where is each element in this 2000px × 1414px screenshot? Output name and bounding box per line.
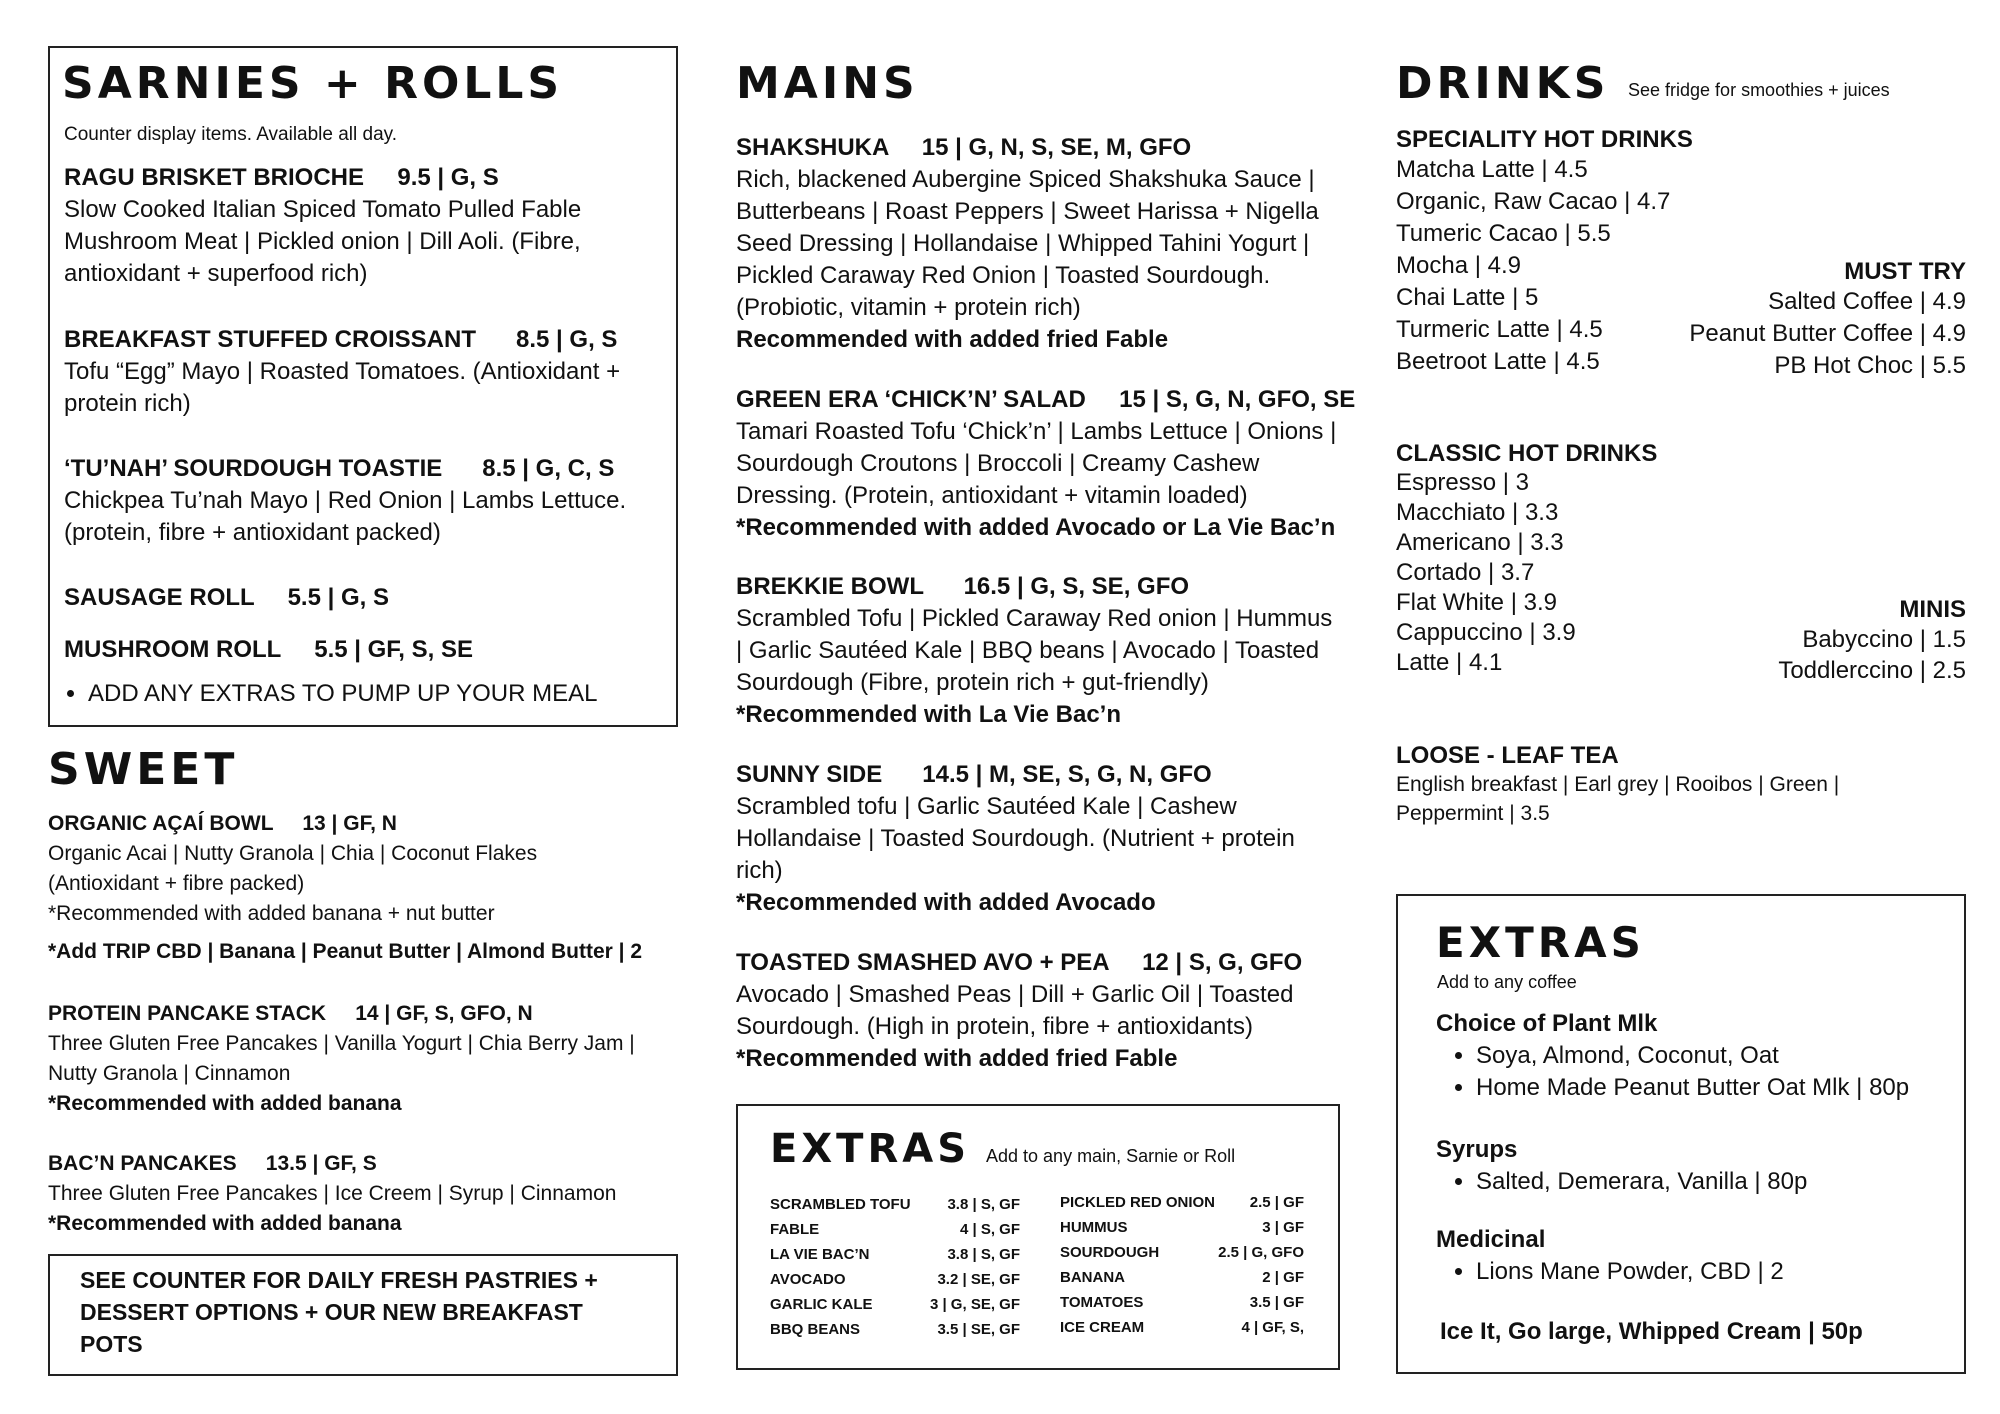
extra-name: SOURDOUGH [1060, 1244, 1160, 1261]
item-title: BREKKIE BOWL 16.5 | G, S, SE, GFO [736, 573, 1190, 600]
must-try-heading: MUST TRY [1844, 258, 1966, 285]
item-title: ORGANIC AÇAÍ BOWL 13 | GF, N [48, 812, 397, 835]
item-desc: Seed Dressing | Hollandaise | Whipped Tahini Yogurt | [736, 230, 1310, 257]
item-desc: Scrambled tofu | Garlic Sautéed Kale | Cashew [736, 793, 1237, 820]
speciality-heading: SPECIALITY HOT DRINKS [1396, 126, 1693, 153]
sarnies-item [64, 584, 389, 612]
plant-milk-heading: Choice of Plant Mlk [1436, 1010, 1658, 1037]
notice-line: DESSERT OPTIONS + OUR NEW BREAKFAST [80, 1299, 583, 1325]
sarnies-title: SARNIES + ROLLS [62, 58, 564, 109]
extra-row [770, 1292, 1020, 1317]
sarnies-item [64, 636, 473, 664]
extra-name: HUMMUS [1060, 1219, 1128, 1236]
drinks-extras-subtitle: Add to any coffee [1437, 972, 1577, 992]
extra-name: TOMATOES [1060, 1294, 1144, 1311]
item-desc: rich) [736, 857, 783, 884]
mains-item [736, 134, 1356, 356]
extra-name: FABLE [770, 1221, 820, 1238]
sarnies-item [64, 455, 664, 549]
plant-milk-list [1436, 1040, 1946, 1104]
sarnies-bullet-list [46, 678, 598, 710]
extra-price: 3.8 | S, GF [947, 1246, 1020, 1263]
extra-row [770, 1242, 1020, 1267]
drink-item: Cappuccino | 3.9 [1396, 619, 1576, 646]
item-desc: Hollandaise | Toasted Sourdough. (Nutrient + protein [736, 825, 1295, 852]
item-desc: Rich, blackened Aubergine Spiced Shakshuka Sauce | [736, 166, 1315, 193]
drink-item: Mocha | 4.9 [1396, 252, 1521, 279]
classic-drinks [1396, 440, 1716, 678]
extra-row [770, 1217, 1020, 1242]
mains-item [736, 949, 1356, 1075]
extra-name: BBQ BEANS [770, 1321, 861, 1338]
pastries-notice [80, 1264, 598, 1360]
sweet-item [48, 1002, 688, 1119]
plant-milk-section [1436, 1010, 1946, 1104]
drink-item: Organic, Raw Cacao | 4.7 [1396, 188, 1671, 215]
sarnies-item [64, 326, 664, 420]
extra-row [1060, 1215, 1304, 1240]
drinks-extras-footer: Ice It, Go large, Whipped Cream | 50p [1440, 1318, 1863, 1345]
mains-title: MAINS [736, 58, 919, 109]
item-desc: Tofu “Egg” Mayo | Roasted Tomatoes. (Antioxidant + [64, 358, 621, 385]
drink-item: Americano | 3.3 [1396, 529, 1564, 556]
extra-price: 3.5 | SE, GF [937, 1321, 1020, 1338]
drink-item: Flat White | 3.9 [1396, 589, 1557, 616]
extra-price: 2.5 | G, GFO [1218, 1244, 1304, 1261]
extra-row [770, 1317, 1020, 1342]
drink-item: Beetroot Latte | 4.5 [1396, 348, 1600, 375]
item-desc: (Antioxidant + fibre packed) [48, 872, 305, 895]
drink-item: Turmeric Latte | 4.5 [1396, 316, 1603, 343]
extra-price: 4 | S, GF [959, 1221, 1020, 1238]
tea-line: Peppermint | 3.5 [1396, 802, 1550, 825]
extra-row [1060, 1290, 1304, 1315]
medicinal-section [1436, 1226, 1946, 1288]
extra-name: SCRAMBLED TOFU [770, 1196, 911, 1213]
syrups-section [1436, 1136, 1946, 1198]
extra-price: 2 | GF [1262, 1269, 1304, 1286]
item-desc: Slow Cooked Italian Spiced Tomato Pulled Fable [64, 196, 582, 223]
item-desc: Avocado | Smashed Peas | Dill + Garlic Oil | Toasted [736, 981, 1294, 1008]
extra-price: 2.5 | GF [1249, 1194, 1304, 1211]
sarnies-bullet: • ADD ANY EXTRAS TO PUMP UP YOUR MEAL [88, 678, 598, 710]
sarnies-subtitle: Counter display items. Available all day. [64, 124, 398, 145]
extra-name: ICE CREAM [1060, 1319, 1145, 1336]
sweet-title: SWEET [48, 744, 239, 795]
mains-extras-right-list [1060, 1190, 1304, 1340]
item-rec: *Recommended with La Vie Bac’n [736, 701, 1121, 728]
item-title: SAUSAGE ROLL 5.5 | G, S [64, 584, 390, 611]
mains-item [736, 761, 1356, 919]
notice-line: POTS [80, 1331, 143, 1357]
extra-price: 4 | GF, S, [1241, 1319, 1304, 1336]
item-desc: Chickpea Tu’nah Mayo | Red Onion | Lambs Lettuce. [64, 487, 627, 514]
syrups-list [1436, 1166, 1946, 1198]
notice-line: SEE COUNTER FOR DAILY FRESH PASTRIES + [80, 1267, 598, 1293]
item-desc: Tamari Roasted Tofu ‘Chick’n’ | Lambs Lettuce | Onions | [736, 418, 1337, 445]
item-rec: *Add TRIP CBD | Banana | Peanut Butter | Almond Butter | 2 [48, 940, 643, 963]
drinks-subtitle: See fridge for smoothies + juices [1628, 80, 1890, 100]
item-title: TOASTED SMASHED AVO + PEA 12 | S, G, GFO [736, 949, 1303, 976]
item-title: PROTEIN PANCAKE STACK 14 | GF, S, GFO, N [48, 1002, 533, 1025]
item-rec: Recommended with added fried Fable [736, 326, 1169, 353]
medicinal-option: • Lions Mane Powder, CBD | 2 [1476, 1256, 1946, 1288]
item-desc: protein rich) [64, 390, 191, 417]
syrup-option: • Salted, Demerara, Vanilla | 80p [1476, 1166, 1946, 1198]
item-desc: Organic Acai | Nutty Granola | Chia | Coconut Flakes [48, 842, 538, 865]
item-rec: *Recommended with added banana [48, 1092, 402, 1115]
mains-extras-title: EXTRAS [770, 1126, 971, 1172]
drink-item: Peanut Butter Coffee | 4.9 [1689, 320, 1966, 347]
item-rec: *Recommended with added Avocado [736, 889, 1156, 916]
mains-extras-subtitle: Add to any main, Sarnie or Roll [986, 1146, 1236, 1166]
extra-row [1060, 1190, 1304, 1215]
drink-item: Chai Latte | 5 [1396, 284, 1539, 311]
item-desc: (protein, fibre + antioxidant packed) [64, 519, 441, 546]
plant-milk-option: • Soya, Almond, Coconut, Oat [1476, 1040, 1946, 1072]
extra-row [1060, 1315, 1304, 1340]
medicinal-heading: Medicinal [1436, 1226, 1546, 1253]
extra-name: GARLIC KALE [770, 1296, 873, 1313]
item-rec: *Recommended with added Avocado or La Vie Bac’n [736, 514, 1336, 541]
drink-item: Macchiato | 3.3 [1396, 499, 1559, 526]
item-title: BREAKFAST STUFFED CROISSANT 8.5 | G, S [64, 326, 618, 353]
sweet-item [48, 812, 688, 967]
item-desc: Nutty Granola | Cinnamon [48, 1062, 291, 1085]
sarnies-item [64, 164, 664, 290]
tea-line: English breakfast | Earl grey | Rooibos | Green | [1396, 773, 1840, 796]
item-title: RAGU BRISKET BRIOCHE 9.5 | G, S [64, 164, 499, 191]
mains-extras-left-list [770, 1192, 1020, 1342]
tea-heading: LOOSE - LEAF TEA [1396, 742, 1619, 769]
mains-item [736, 386, 1356, 544]
extra-price: 3.2 | SE, GF [937, 1271, 1020, 1288]
extra-row [1060, 1240, 1304, 1265]
item-desc: Three Gluten Free Pancakes | Ice Creem | Syrup | Cinnamon [48, 1182, 617, 1205]
item-desc: Butterbeans | Roast Peppers | Sweet Harissa + Nigella [736, 198, 1319, 225]
item-title: MUSHROOM ROLL 5.5 | GF, S, SE [64, 636, 473, 663]
item-desc: Mushroom Meat | Pickled onion | Dill Aoli. (Fibre, [64, 228, 581, 255]
extra-price: 3.8 | S, GF [947, 1196, 1020, 1213]
drinks-title: DRINKS [1396, 58, 1610, 109]
plant-milk-option: • Home Made Peanut Butter Oat Mlk | 80p [1476, 1072, 1946, 1104]
item-desc: | Garlic Sautéed Kale | BBQ beans | Avocado | Toasted [736, 637, 1320, 664]
extra-row [1060, 1265, 1304, 1290]
drinks-extras-title: EXTRAS [1436, 918, 1645, 967]
minis-heading: MINIS [1899, 596, 1966, 623]
item-desc: Sourdough (Fibre, protein rich + gut-friendly) [736, 669, 1209, 696]
item-desc: Dressing. (Protein, antioxidant + vitamin loaded) [736, 482, 1248, 509]
item-title: SUNNY SIDE 14.5 | M, SE, S, G, N, GFO [736, 761, 1212, 788]
extra-name: BANANA [1060, 1269, 1125, 1286]
item-desc: Pickled Caraway Red Onion | Toasted Sourdough. [736, 262, 1271, 289]
drink-item: Salted Coffee | 4.9 [1768, 288, 1966, 315]
item-title: SHAKSHUKA 15 | G, N, S, SE, M, GFO [736, 134, 1192, 161]
minis-drinks [1700, 596, 1966, 686]
drink-item: PB Hot Choc | 5.5 [1774, 352, 1966, 379]
item-rec: *Recommended with added fried Fable [736, 1045, 1178, 1072]
drink-item: Cortado | 3.7 [1396, 559, 1535, 586]
extra-row [770, 1192, 1020, 1217]
item-desc: Sourdough Croutons | Broccoli | Creamy Cashew [736, 450, 1260, 477]
item-desc: Sourdough. (High in protein, fibre + antioxidants) [736, 1013, 1253, 1040]
item-desc: (Probiotic, vitamin + protein rich) [736, 294, 1081, 321]
extra-price: 3.5 | GF [1249, 1294, 1304, 1311]
item-title: BAC’N PANCAKES 13.5 | GF, S [48, 1152, 377, 1175]
tea-section [1396, 742, 1916, 828]
item-title: ‘TU’NAH’ SOURDOUGH TOASTIE 8.5 | G, C, S [64, 455, 615, 482]
classic-heading: CLASSIC HOT DRINKS [1396, 440, 1658, 467]
extra-row [770, 1267, 1020, 1292]
sweet-item [48, 1152, 688, 1239]
drink-item: Espresso | 3 [1396, 469, 1529, 496]
mains-item [736, 573, 1356, 731]
drink-item: Matcha Latte | 4.5 [1396, 156, 1588, 183]
drink-item: Toddlerccino | 2.5 [1778, 657, 1966, 684]
item-desc: *Recommended with added banana + nut butter [48, 902, 495, 925]
syrups-heading: Syrups [1436, 1136, 1518, 1163]
item-desc: antioxidant + superfood rich) [64, 260, 368, 287]
drink-item: Latte | 4.1 [1396, 649, 1503, 676]
medicinal-list [1436, 1256, 1946, 1288]
item-desc: Three Gluten Free Pancakes | Vanilla Yogurt | Chia Berry Jam | [48, 1032, 635, 1055]
item-title: GREEN ERA ‘CHICK’N’ SALAD 15 | S, G, N, GFO, SE [736, 386, 1356, 413]
item-rec: *Recommended with added banana [48, 1212, 402, 1235]
drink-item: Babyccino | 1.5 [1802, 626, 1966, 653]
must-try-drinks [1650, 258, 1966, 382]
drink-item: Tumeric Cacao | 5.5 [1396, 220, 1611, 247]
extra-price: 3 | G, SE, GF [929, 1296, 1020, 1313]
item-desc: Scrambled Tofu | Pickled Caraway Red onion | Hummus [736, 605, 1333, 632]
extra-name: PICKLED RED ONION [1060, 1194, 1216, 1211]
extra-price: 3 | GF [1262, 1219, 1304, 1236]
extra-name: LA VIE BAC’N [770, 1246, 870, 1263]
extra-name: AVOCADO [770, 1271, 846, 1288]
